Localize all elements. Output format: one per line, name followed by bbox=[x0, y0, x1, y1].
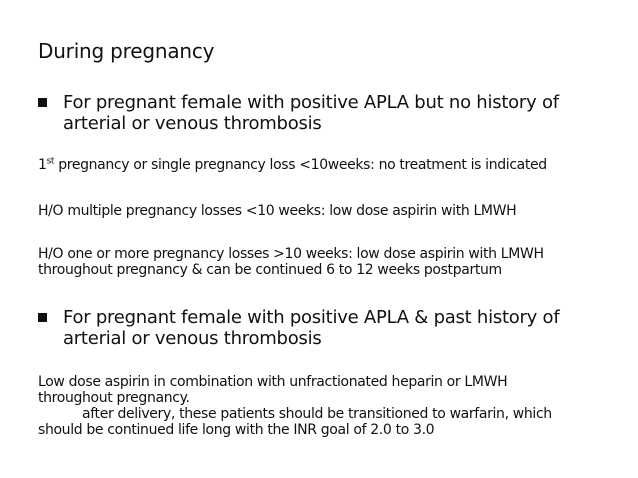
slide-title: During pregnancy bbox=[38, 39, 215, 63]
bullet-line: For pregnant female with positive APLA but no history of bbox=[63, 92, 559, 113]
paragraph-line: should be continued life long with the INR goal of 2.0 to 3.0 bbox=[38, 422, 435, 438]
paragraph-first-pregnancy bbox=[38, 157, 618, 173]
paragraph-line: throughout pregnancy & can be continued 6 to 12 weeks postpartum bbox=[38, 262, 502, 278]
paragraph-text: pregnancy or single pregnancy loss <10weeks: no treatment is indicated bbox=[54, 157, 547, 173]
square-bullet-icon bbox=[38, 98, 47, 107]
paragraph-line: throughout pregnancy. bbox=[38, 390, 190, 406]
bullet-line: arterial or venous thrombosis bbox=[63, 328, 322, 349]
bullet-line: arterial or venous thrombosis bbox=[63, 113, 322, 134]
paragraph-multiple-losses: H/O multiple pregnancy losses <10 weeks: low dose aspirin with LMWH bbox=[38, 203, 517, 219]
paragraph-line: Low dose aspirin in combination with unfractionated heparin or LMWH bbox=[38, 374, 508, 390]
bullet-past-thrombosis-history bbox=[38, 307, 598, 349]
square-bullet-icon bbox=[38, 313, 47, 322]
paragraph-line: after delivery, these patients should be transitioned to warfarin, which bbox=[82, 406, 552, 422]
ordinal-number: 1 bbox=[38, 157, 47, 173]
bullet-no-thrombosis-history bbox=[38, 92, 598, 134]
paragraph-treatment-plan bbox=[38, 374, 618, 438]
paragraph-losses-over-10-weeks bbox=[38, 246, 618, 278]
paragraph-line: H/O one or more pregnancy losses >10 weeks: low dose aspirin with LMWH bbox=[38, 246, 544, 262]
ordinal-suffix: st bbox=[46, 156, 55, 167]
bullet-line: For pregnant female with positive APLA & past history of bbox=[63, 307, 560, 328]
